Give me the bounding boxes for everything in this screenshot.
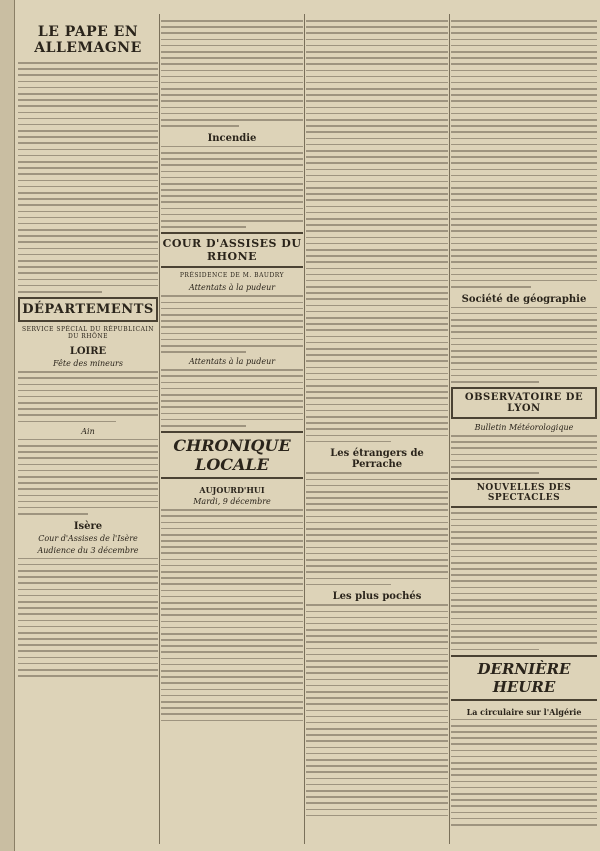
article-body [161, 369, 303, 426]
heading-geographie: Société de géographie [461, 293, 587, 305]
heading-spectacles: NOUVELLES DES SPECTACLES [451, 478, 597, 508]
column-rule [304, 14, 305, 844]
section-subtitle: SERVICE SPÉCIAL DU RÉPUBLICAIN DU RHÔNE [21, 326, 155, 341]
column-rule [159, 14, 160, 844]
column-2 [161, 20, 303, 842]
heading-observatoire: OBSERVATOIRE DE LYON [451, 387, 597, 419]
section-departements: DÉPARTEMENTS [18, 297, 158, 322]
heading-etrangers: Les étrangers de Perrache [330, 448, 424, 471]
heading-plus-poches: Les plus pochés [332, 591, 422, 603]
article-body [451, 307, 597, 383]
article-body [451, 719, 597, 826]
headline-pape: LE PAPE EN ALLEMAGNE [34, 24, 142, 56]
subheading-bulletin: Bulletin Météorologique [474, 423, 574, 433]
article-body [161, 509, 303, 721]
subheading-attentats-2: Attentats à la pudeur [188, 357, 276, 367]
article-body [18, 558, 158, 677]
article-body [161, 20, 303, 127]
subheading-date: Mardi, 9 décembre [193, 497, 271, 507]
column-3 [306, 20, 448, 842]
article-body [161, 146, 303, 228]
article-body [451, 435, 597, 474]
subheading-fete: Fête des mineurs [53, 359, 123, 369]
subheading-aujourdhui: AUJOURD'HUI [199, 485, 265, 496]
article-body [306, 20, 448, 442]
article-body [451, 20, 597, 288]
subheading-attentats-1: Attentats à la pudeur [188, 283, 276, 293]
article-body [18, 371, 158, 422]
article-body [451, 512, 597, 650]
subheading-algerie: La circulaire sur l'Algérie [466, 706, 582, 717]
heading-chronique-locale: CHRONIQUE LOCALE [161, 431, 303, 479]
column-4 [451, 20, 597, 842]
subheading-cour-isere: Cour d'Assises de l'Isère [38, 533, 138, 543]
article-body [306, 604, 448, 816]
article-body [161, 295, 303, 352]
page-gutter [0, 0, 15, 851]
article-body [306, 472, 448, 585]
article-body [18, 439, 158, 515]
article-body [18, 62, 158, 293]
heading-ain: Ain [81, 426, 95, 436]
heading-incendie: Incendie [207, 132, 257, 144]
heading-derniere-heure: DERNIÈRE HEURE [451, 655, 597, 701]
column-rule [449, 14, 450, 844]
heading-cour-rhone: COUR D'ASSISES DU RHONE [161, 232, 303, 268]
column-1 [18, 20, 158, 842]
heading-isere: Isère [73, 520, 103, 532]
heading-loire: LOIRE [69, 346, 107, 358]
subheading-presidence: PRÉSIDENCE DE M. BAUDRY [179, 272, 285, 280]
subheading-audience: Audience du 3 décembre [37, 545, 139, 555]
